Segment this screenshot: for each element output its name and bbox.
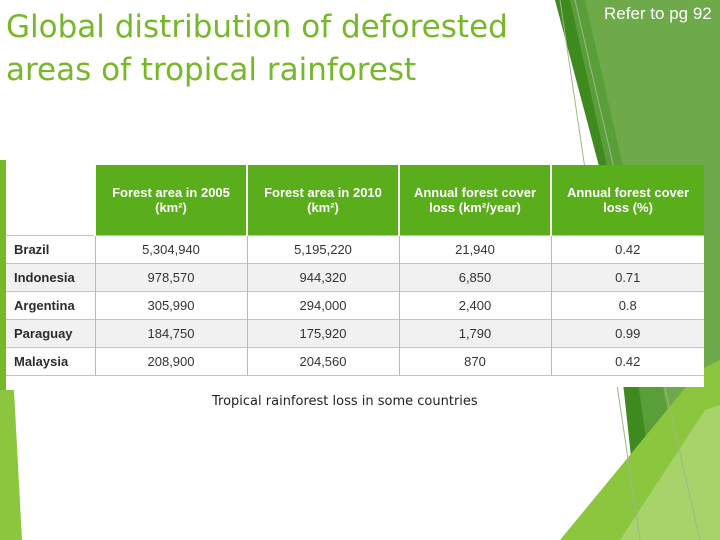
cell-area-2010: 5,195,220 — [247, 236, 399, 264]
cell-area-2005: 184,750 — [95, 320, 247, 348]
cell-country: Argentina — [6, 292, 95, 320]
cell-country: Brazil — [6, 236, 95, 264]
cell-area-2010: 204,560 — [247, 348, 399, 376]
table-row — [6, 320, 704, 348]
cell-country: Malaysia — [6, 348, 95, 376]
header-annual-loss-percent: Annual forest cover loss (%) — [551, 165, 704, 236]
table-caption: Tropical rainforest loss in some countries — [212, 394, 478, 409]
header-annual-loss-km2: Annual forest cover loss (km²/year) — [399, 165, 551, 236]
green-shape-left-bottom — [0, 390, 22, 540]
table-row — [6, 348, 704, 376]
cell-annual-loss-km2: 21,940 — [399, 236, 551, 264]
cell-area-2010: 175,920 — [247, 320, 399, 348]
cell-annual-loss-km2: 2,400 — [399, 292, 551, 320]
cell-area-2005: 5,304,940 — [95, 236, 247, 264]
cell-annual-loss-percent: 0.71 — [551, 264, 704, 292]
page-reference-note: Refer to pg 92 — [604, 4, 712, 23]
cell-annual-loss-percent: 0.42 — [551, 236, 704, 264]
header-forest-area-2005: Forest area in 2005 (km²) — [95, 165, 247, 236]
slide-title — [6, 6, 566, 92]
cell-country: Indonesia — [6, 264, 95, 292]
table-header-row — [6, 165, 704, 236]
forest-loss-table-image — [6, 165, 704, 387]
slide-title-line-1: Global distribution of deforested — [6, 9, 508, 45]
table-row — [6, 292, 704, 320]
table-row — [6, 264, 704, 292]
cell-area-2010: 294,000 — [247, 292, 399, 320]
cell-area-2005: 305,990 — [95, 292, 247, 320]
cell-annual-loss-km2: 1,790 — [399, 320, 551, 348]
cell-annual-loss-percent: 0.8 — [551, 292, 704, 320]
table-row — [6, 236, 704, 264]
header-forest-area-2010: Forest area in 2010 (km²) — [247, 165, 399, 236]
cell-annual-loss-km2: 6,850 — [399, 264, 551, 292]
cell-area-2005: 978,570 — [95, 264, 247, 292]
slide-title-line-2: areas of tropical rainforest — [6, 52, 417, 88]
cell-annual-loss-percent: 0.42 — [551, 348, 704, 376]
cell-area-2010: 944,320 — [247, 264, 399, 292]
cell-area-2005: 208,900 — [95, 348, 247, 376]
table-header-corner — [6, 165, 95, 236]
cell-annual-loss-percent: 0.99 — [551, 320, 704, 348]
cell-country: Paraguay — [6, 320, 95, 348]
forest-loss-table — [6, 165, 704, 376]
cell-annual-loss-km2: 870 — [399, 348, 551, 376]
